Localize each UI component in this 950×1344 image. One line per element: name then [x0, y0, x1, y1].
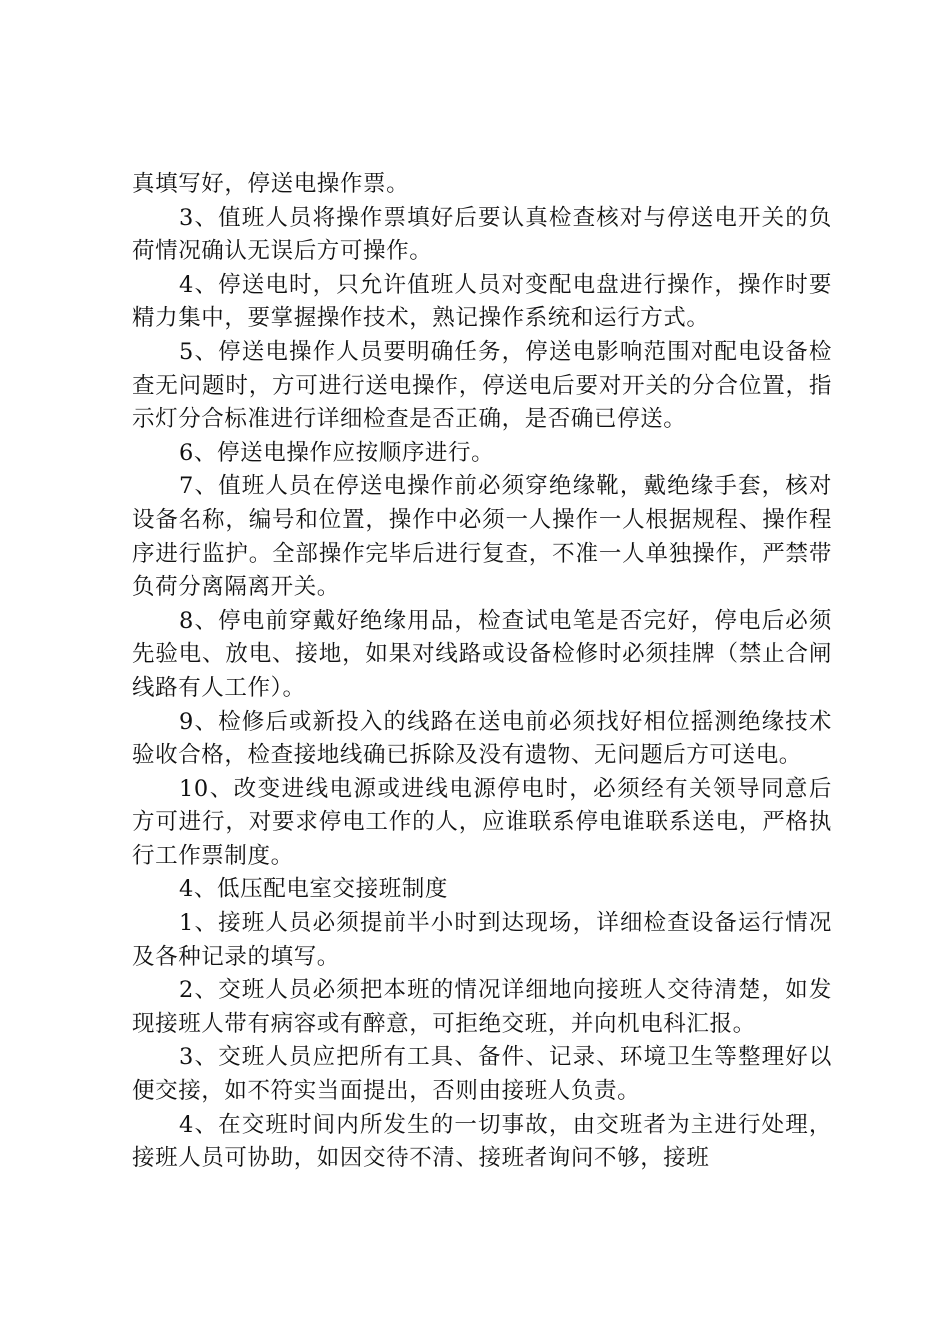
section-heading: 4、低压配电室交接班制度 [179, 876, 449, 903]
paragraph-3: 4、停送电时，只允许值班人员对变配电盘进行操作，操作时要精力集中，要掌握操作技术，熟记操作系统和运行方式。 [132, 271, 832, 332]
document-page [132, 168, 832, 1176]
paragraph-1: 真填写好，停送电操作票。 [132, 171, 410, 197]
paragraph-5: 6、停送电操作应按顺序进行。 [179, 439, 495, 466]
paragraph-9: 10、改变进线电源或进线电源停电时，必须经有关领导同意后方可进行，对要求停电工作的人，应谁联系停电谁联系送电，严格执行工作票制度。 [132, 775, 832, 869]
paragraph-10: 1、接班人员必须提前半小时到达现场，详细检查设备运行情况及各种记录的填写。 [132, 910, 832, 970]
paragraph-8: 9、检修后或新投入的线路在送电前必须找好相位摇测绝缘技术验收合格，检查接地线确已拆除及没有遗物、无问题后方可送电。 [132, 708, 832, 769]
paragraph-12: 3、交班人员应把所有工具、备件、记录、环境卫生等整理好以便交接，如不符实当面提出，否则由接班人负责。 [132, 1044, 832, 1105]
paragraph-4: 5、停送电操作人员要明确任务，停送电影响范围对配电设备检查无问题时，方可进行送电操作，停送电后要对开关的分合位置，指示灯分合标准进行详细检查是否正确，是否确已停送。 [132, 338, 832, 433]
paragraph-2: 3、值班人员将操作票填好后要认真检查核对与停送电开关的负荷情况确认无误后方可操作。 [132, 204, 832, 265]
paragraph-11: 2、交班人员必须把本班的情况详细地向接班人交待清楚，如发现接班人带有病容或有醉意，可拒绝交班，并向机电科汇报。 [132, 977, 832, 1037]
paragraph-13: 4、在交班时间内所发生的一切事故，由交班者为主进行处理，接班人员可协助，如因交待不清、接班者询问不够，接班 [132, 1111, 832, 1172]
paragraph-6: 7、值班人员在停送电操作前必须穿绝缘靴，戴绝缘手套，核对设备名称，编号和位置，操作中必须一人操作一人根据规程、操作程序进行监护。全部操作完毕后进行复查，不准一人单独操作，严禁带负荷分离隔离开关。 [132, 473, 832, 601]
paragraph-7: 8、停电前穿戴好绝缘用品，检查试电笔是否完好，停电后必须先验电、放电、接地，如果对线路或设备检修时必须挂牌（禁止合闸线路有人工作）。 [132, 607, 832, 701]
